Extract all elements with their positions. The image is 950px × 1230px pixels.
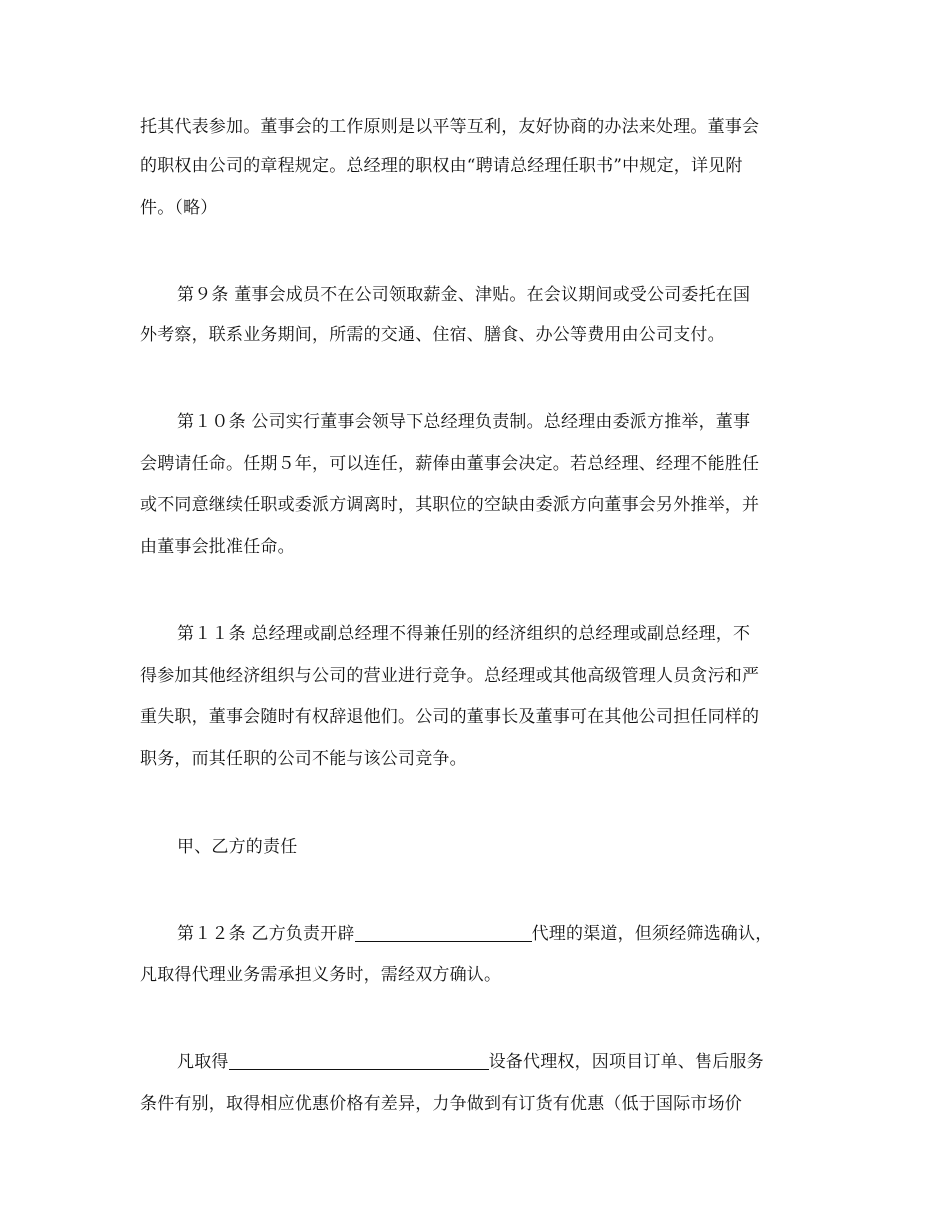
article-9-line: 第９条 董事会成员不在公司领取薪金、津贴。在会议期间或受公司委托在国 — [177, 285, 751, 305]
section-heading: 甲、乙方的责任 — [177, 837, 298, 857]
article-12-text-after: 代理的渠道，但须经筛选确认， — [531, 924, 773, 944]
paragraph-line: 托其代表参加。董事会的工作原则是以平等互利，友好协商的办法来处理。董事会 — [140, 117, 760, 137]
paragraph-line: 的职权由公司的章程规定。总经理的职权由“聘请总经理任职书”中规定，详见附 — [140, 156, 743, 176]
fill-in-blank[interactable] — [355, 925, 532, 942]
final-text-after: 设备代理权，因项目订单、售后服务 — [488, 1052, 764, 1072]
article-11-line: 得参加其他经济组织与公司的营业进行竞争。总经理或其他高级管理人员贪污和严 — [140, 666, 760, 686]
article-12-line: 凡取得代理业务需承担义务时，需经双方确认。 — [140, 965, 502, 985]
article-10-line: 或不同意继续任职或委派方调离时，其职位的空缺由委派方向董事会另外推举，并 — [140, 495, 760, 515]
article-9-line: 外考察，联系业务期间，所需的交通、住宿、膳食、办公等费用由公司支付。 — [140, 325, 725, 345]
paragraph-line: 件。（略） — [140, 198, 218, 218]
article-11-line: 职务，而其任职的公司不能与该公司竞争。 — [140, 749, 467, 769]
article-11-line: 重失职，董事会随时有权辞退他们。公司的董事长及董事可在其他公司担任同样的 — [140, 707, 760, 727]
article-12-line — [177, 923, 772, 945]
article-11-line: 第１１条 总经理或副总经理不得兼任别的经济组织的总经理或副总经理，不 — [177, 624, 751, 644]
final-text-before: 凡取得 — [177, 1052, 229, 1072]
article-10-line: 会聘请任命。任期５年，可以连任，薪俸由董事会决定。若总经理、经理不能胜任 — [140, 454, 760, 474]
article-10-line: 由董事会批准任命。 — [140, 537, 295, 557]
final-paragraph-line: 条件有别，取得相应优惠价格有差异，力争做到有订货有优惠（低于国际市场价 — [140, 1094, 742, 1114]
article-10-line: 第１０条 公司实行董事会领导下总经理负责制。总经理由委派方推举，董事 — [177, 412, 751, 432]
fill-in-blank[interactable] — [229, 1053, 489, 1070]
article-12-text-before: 第１２条 乙方负责开辟 — [177, 924, 355, 944]
final-paragraph-line — [177, 1051, 764, 1073]
